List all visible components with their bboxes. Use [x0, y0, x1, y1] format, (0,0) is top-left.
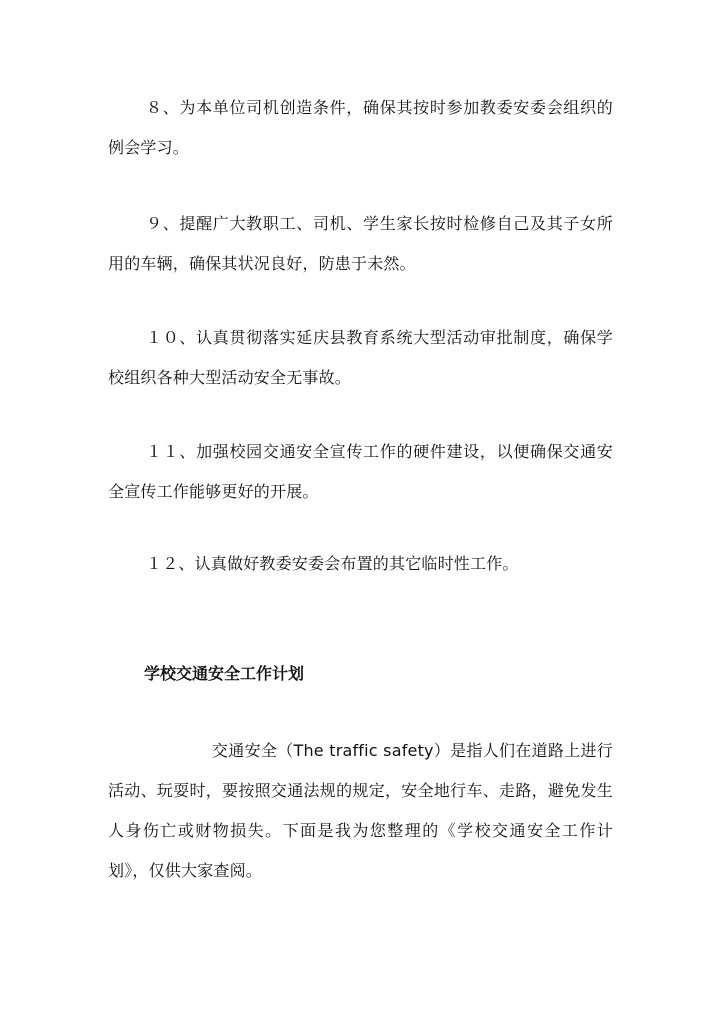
paragraph-item-8: ８、为本单位司机创造条件，确保其按时参加教委安委会组织的例会学习。: [108, 98, 613, 157]
paragraph-item-11: １１、加强校园交通安全宣传工作的硬件建设，以便确保交通安全宣传工作能够更好的开展。: [108, 442, 613, 501]
intro-paragraph: 交通安全（The traffic safety）是指人们在道路上进行活动、玩耍时，要按照交通法规的规定，安全地行车、走路，避免发生人身伤亡或财物损失。下面是我为您整理的《学校交通安全工作计划》，仅供大家查阅。: [108, 741, 613, 880]
paragraph-item-9: ９、提醒广大教职工、司机、学生家长按时检修自己及其子女所用的车辆，确保其状况良好，防患于未然。: [108, 214, 613, 273]
paragraph-item-12: １２、认真做好教委安委会布置的其它临时性工作。: [146, 554, 519, 573]
paragraph-item-10: １０、认真贯彻落实延庆县教育系统大型活动审批制度，确保学校组织各种大型活动安全无事故。: [108, 328, 613, 387]
section-title: 学校交通安全工作计划: [144, 664, 305, 683]
